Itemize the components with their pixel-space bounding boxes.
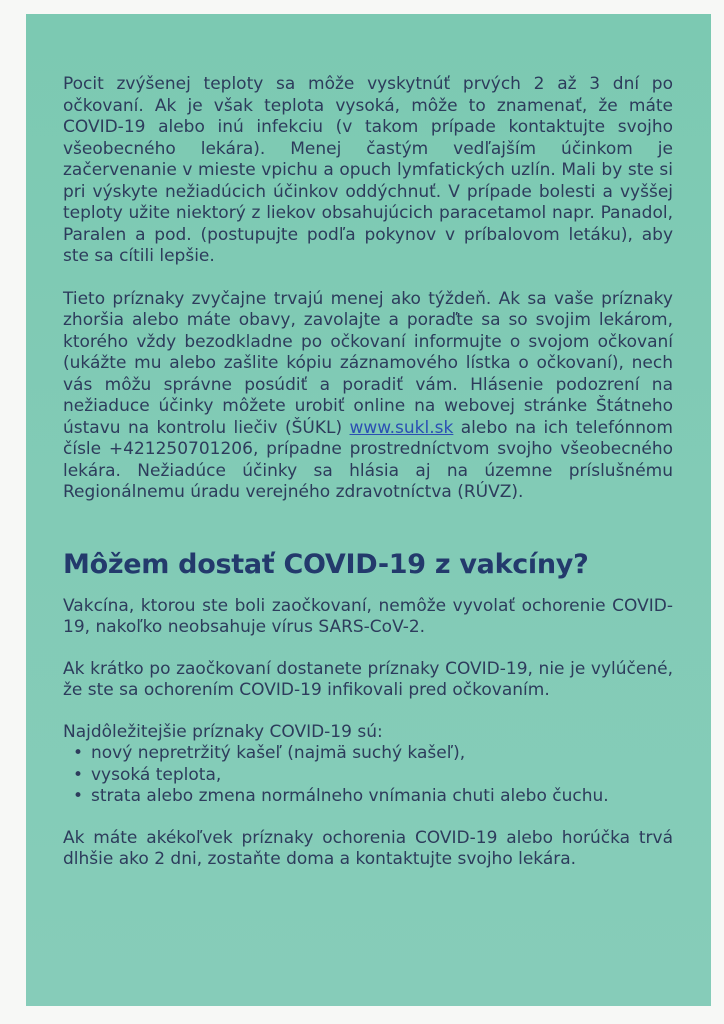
bullet-icon: • xyxy=(73,786,84,806)
symptom-text: vysoká teplota, xyxy=(91,764,222,785)
symptom-text: nový nepretržitý kašeľ (najmä suchý kašeľ), xyxy=(91,743,466,763)
reporting-text-end: alebo na ich telefónnom čísle +421250701206, prípadne prostredníctvom svojho všeobecného lekára. Nežiadúce účinky sa hlásia aj na územne príslušnému Regionálnemu úradu verejného zdravotníctva (RÚVZ). xyxy=(63,417,673,502)
list-item xyxy=(63,765,673,787)
infection-paragraph: Ak krátko po zaočkovaní dostanete príznaky COVID-19, nie je vylúčené, že ste sa ochorením COVID-19 infikovali pred očkovaním. xyxy=(63,658,673,700)
leaflet-content xyxy=(63,74,673,891)
side-effects-paragraph: Pocit zvýšenej teploty sa môže vyskytnúť prvých 2 až 3 dní po očkovaní. Ak je však teplota vysoká, môže to znamenať, že máte COVID-19 alebo inú infekciu (v takom prípade kontaktujte svojho všeobecného lekára). Menej častým vedľajším účinkom je začervenanie v mieste vpichu a opuch lymfatických uzlín. Mali by ste si pri výskyte nežiadúcich účinkov oddýchnuť. V prípade bolesti a vyššej teploty užite niektorý z liekov obsahujúcich paracetamol napr. Panadol, Paralen a pod. (postupujte podľa pokynov v príbalovom letáku), aby ste sa cítili lepšie. xyxy=(63,74,673,266)
bullet-icon: • xyxy=(73,764,84,785)
symptom-text: strata alebo zmena normálneho vnímania chuti alebo čuchu. xyxy=(91,786,609,806)
reporting-paragraph xyxy=(63,289,673,504)
list-item xyxy=(63,743,673,765)
closing-paragraph: Ak máte akékoľvek príznaky ochorenia COVID-19 alebo horúčka trvá dlhšie ako 2 dni, zostaňte doma a kontaktujte svojho lekára. xyxy=(63,827,673,869)
bullet-icon: • xyxy=(73,743,84,763)
symptoms-intro: Najdôležitejšie príznaky COVID-19 sú: xyxy=(63,721,383,742)
reporting-text-start: Tieto príznaky zvyčajne trvajú menej ako týždeň. Ak sa vaše príznaky zhoršia alebo máte obavy, zavolajte a poraďte sa so svojim lekárom, ktorého vždy bezodkladne po očkovaní informujte o svojom očkovaní (ukážte mu alebo zašlite kópiu záznamového lístka o očkovaní), nech vás môžu správne posúdiť a poradiť vám. Hlásenie podozrení na nežiaduce účinky môžete urobiť online na webovej stránke Štátneho ústavu na kontrolu liečiv (ŠÚKL) xyxy=(63,288,673,438)
symptoms-list xyxy=(63,743,673,808)
list-item xyxy=(63,786,673,808)
sukl-link[interactable]: www.sukl.sk xyxy=(349,417,454,438)
vaccine-paragraph: Vakcína, ktorou ste boli zaočkovaní, nemôže vyvolať ochorenie COVID-19, nakoľko neobsahuje vírus SARS-CoV-2. xyxy=(63,595,673,637)
section-heading: Môžem dostať COVID-19 z vakcíny? xyxy=(63,548,589,580)
